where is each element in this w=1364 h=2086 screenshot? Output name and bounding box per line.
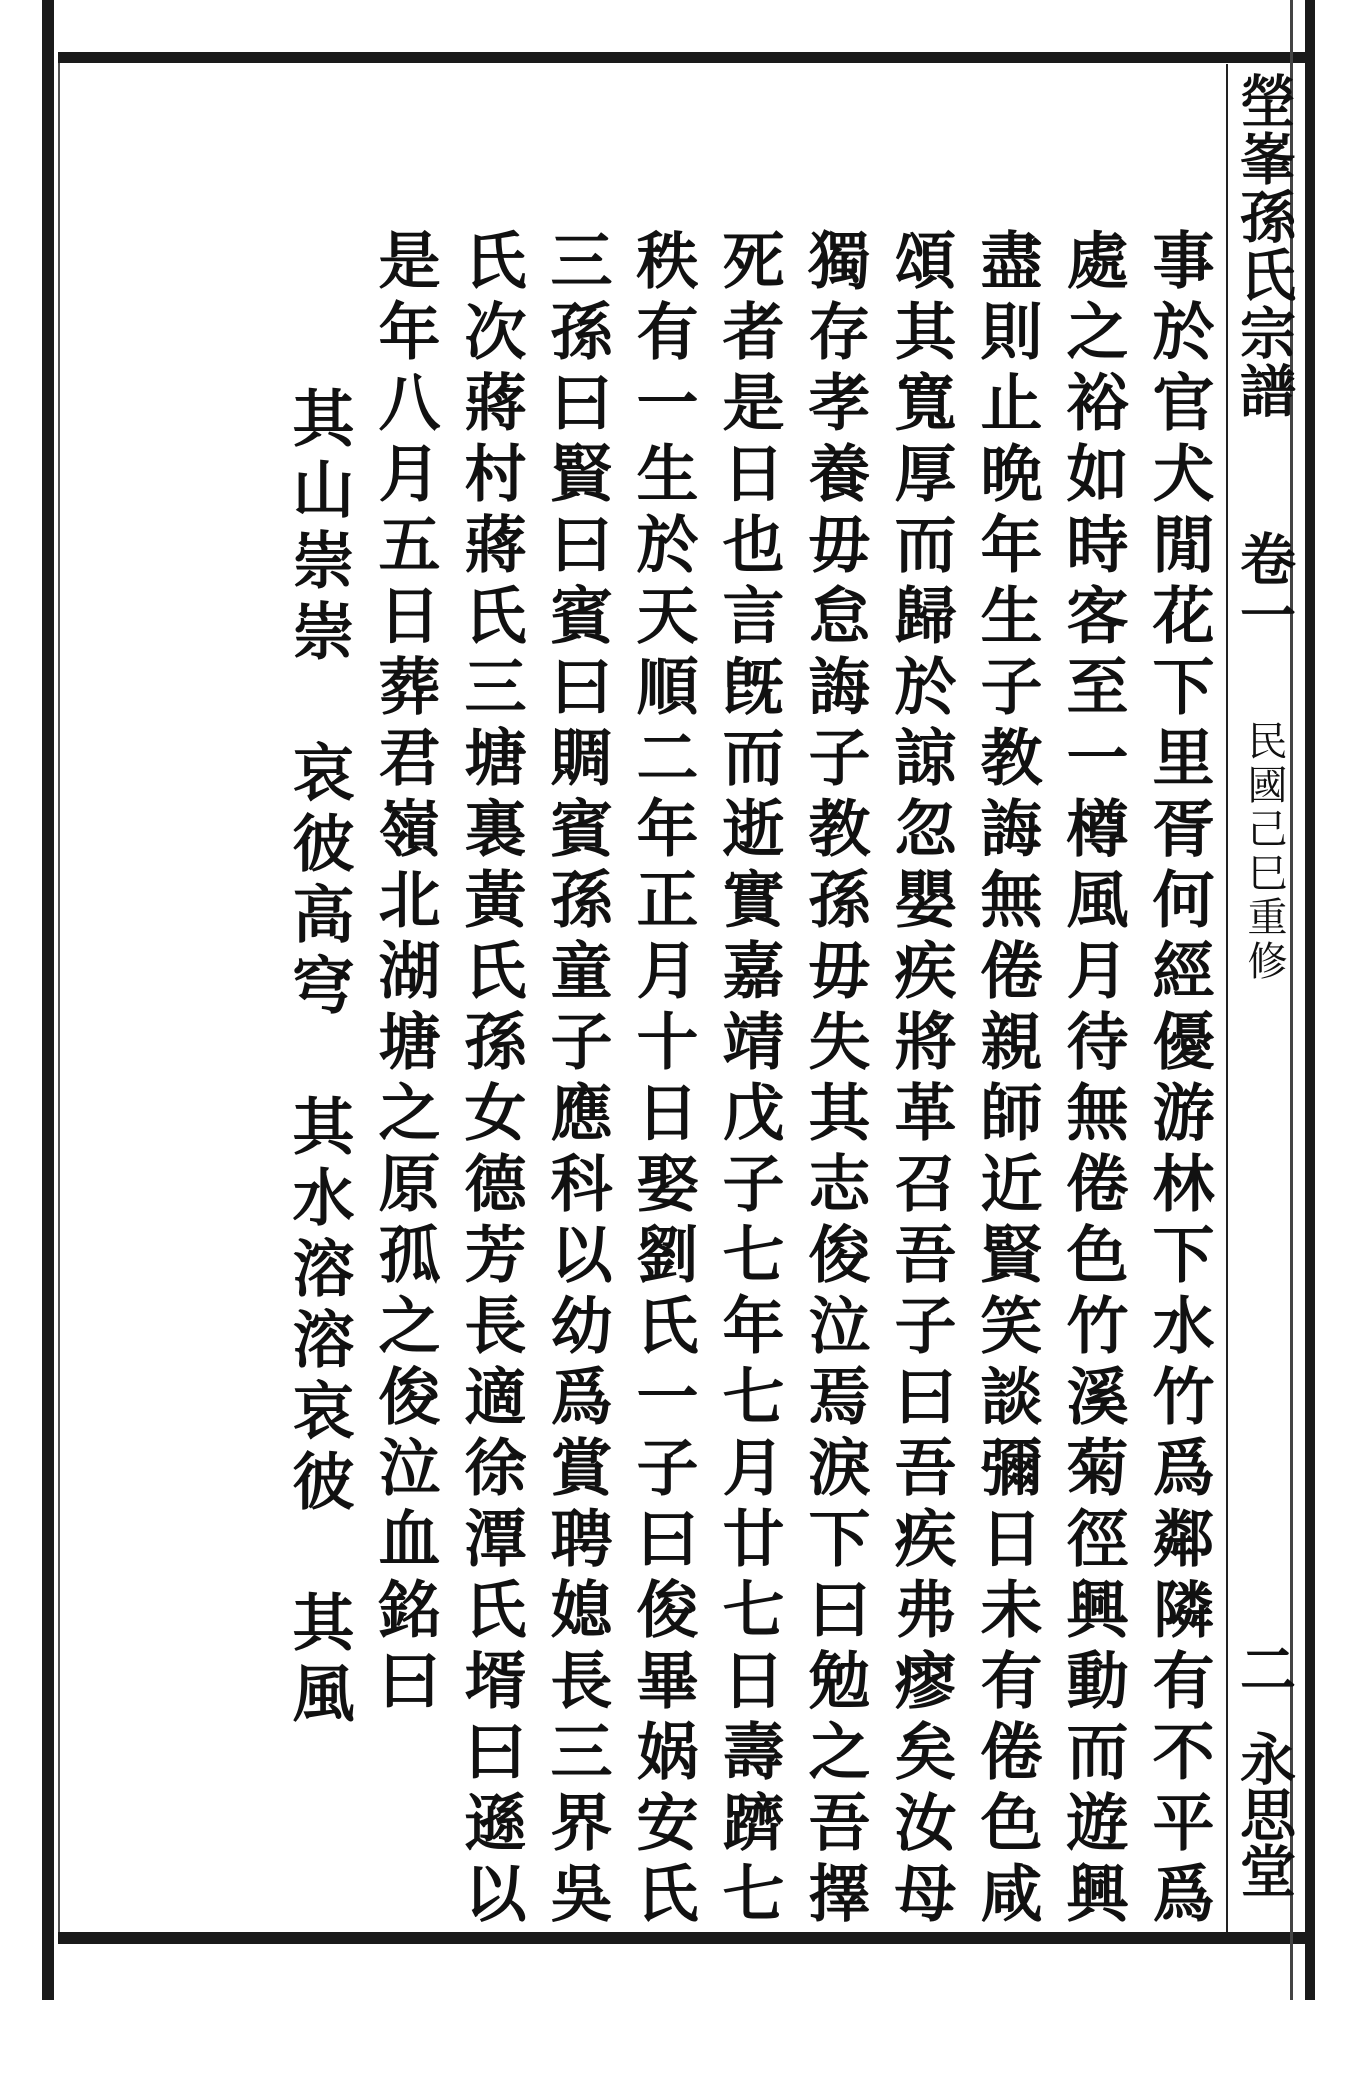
hall-name: 永思堂 [1231,1730,1297,1898]
verse-line-1: 其山崇崇 [282,386,355,670]
verse-line-3: 其水溶溶哀彼 [282,1094,355,1520]
genealogy-title: 塋峯孫氏宗譜 [1231,72,1297,420]
text-column-10: 是年八月五日葬君嶺北湖塘之原孤之俊泣血銘曰 [368,228,441,1719]
folio-number: 二 [1231,1640,1297,1696]
verse-line-4: 其風 [282,1590,355,1732]
text-column-8: 三孫曰賢曰賓曰賙賓孫童子應科以幼爲賞聘媳長三界吳 [540,228,613,1932]
text-column-6: 死者是日也言旣而逝實嘉靖戊子七年七月廿七日壽躋七 [712,228,785,1932]
text-column-5: 獨存孝養毋怠誨子教孫毋失其志俊泣焉淚下曰勉之吾擇 [798,228,871,1932]
text-column-1: 事於官犬閒花下里胥何經優游林下水竹爲鄰隣有不平爲 [1142,228,1215,1932]
left-inner-rule [58,60,60,1940]
bottom-border-rule [58,1932,1308,1944]
text-column-4: 頌其寬厚而歸於諒忽嬰疾將革召吾子曰吾疾弗瘳矣汝母 [884,228,957,1932]
text-column-9: 氏次蔣村蔣氏三塘裏黃氏孫女德芳長適徐潭氏壻曰遜以 [454,228,527,1932]
right-border-rule [1305,0,1315,2000]
verse-line-2: 哀彼高穹 [282,740,355,1024]
text-column-2: 處之裕如時客至一樽風月待無倦色竹溪菊徑興動而遊興 [1056,228,1129,1932]
left-border-rule [42,0,54,2000]
text-column-3: 盡則止晩年生子教誨無倦親師近賢笑談彌日未有倦色咸 [970,228,1043,1932]
fold-divider [1226,64,1228,1932]
text-column-7: 秩有一生於天順二年正月十日娶劉氏一子曰俊畢娲安氏 [626,228,699,1932]
edition-note: 民國己巳重修 [1241,720,1287,984]
volume-label: 卷一 [1231,530,1297,642]
inscription-verse-column [280,386,356,2086]
top-border-rule [58,52,1308,63]
